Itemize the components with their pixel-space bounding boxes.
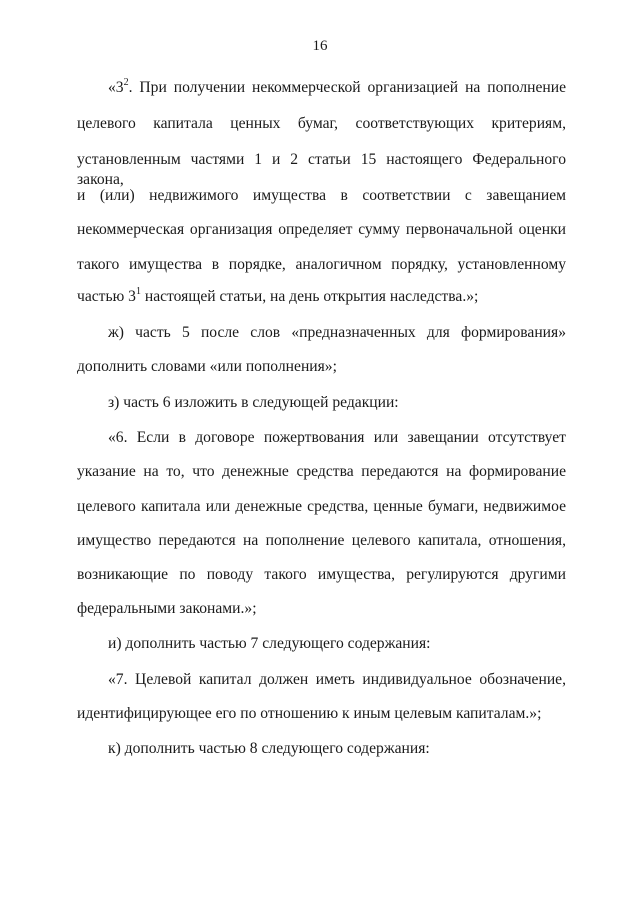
text-line: целевого капитала или денежные средства, ценные бумаги, недвижимое (77, 498, 566, 515)
text-line: частью $3^1$ настоящей статьи, на день открытия наследства.»; (77, 285, 479, 305)
text-line: такого имущества в порядке, аналогичном порядку, установленному (77, 256, 566, 273)
text-line: указание на то, что денежные средства передаются на формирование (77, 463, 566, 480)
text-line: «7. Целевой капитал должен иметь индивидуальное обозначение, (108, 671, 566, 688)
text-line: к) дополнить частью 8 следующего содержания: (108, 740, 430, 757)
text-line: установленным частями 1 и 2 статьи 15 настоящего Федерального закона, (77, 151, 566, 188)
text-line: возникающие по поводу такого имущества, регулируются другими (77, 566, 566, 583)
text-line: целевого капитала ценных бумаг, соответствующих критериям, (77, 115, 566, 132)
text-line: идентифицирующее его по отношению к иным целевым капиталам.»; (77, 705, 542, 722)
text-line: «$3^2$. При получении некоммерческой организацией на пополнение (108, 76, 566, 96)
text-line: некоммерческая организация определяет сумму первоначальной оценки (77, 221, 566, 238)
text-line: ж) часть 5 после слов «предназначенных для формирования» (108, 324, 566, 341)
page-number: 16 (312, 38, 328, 54)
text-line: дополнить словами «или пополнения»; (77, 358, 337, 375)
text-line: «6. Если в договоре пожертвования или завещании отсутствует (108, 429, 566, 446)
text-line: и) дополнить частью 7 следующего содержания: (108, 635, 431, 652)
text-line: и (или) недвижимого имущества в соответствии с завещанием (77, 187, 566, 204)
text-line: з) часть 6 изложить в следующей редакции: (108, 394, 399, 411)
text-line: федеральными законами.»; (77, 600, 257, 617)
text-line: имущество передаются на пополнение целевого капитала, отношения, (77, 532, 566, 549)
